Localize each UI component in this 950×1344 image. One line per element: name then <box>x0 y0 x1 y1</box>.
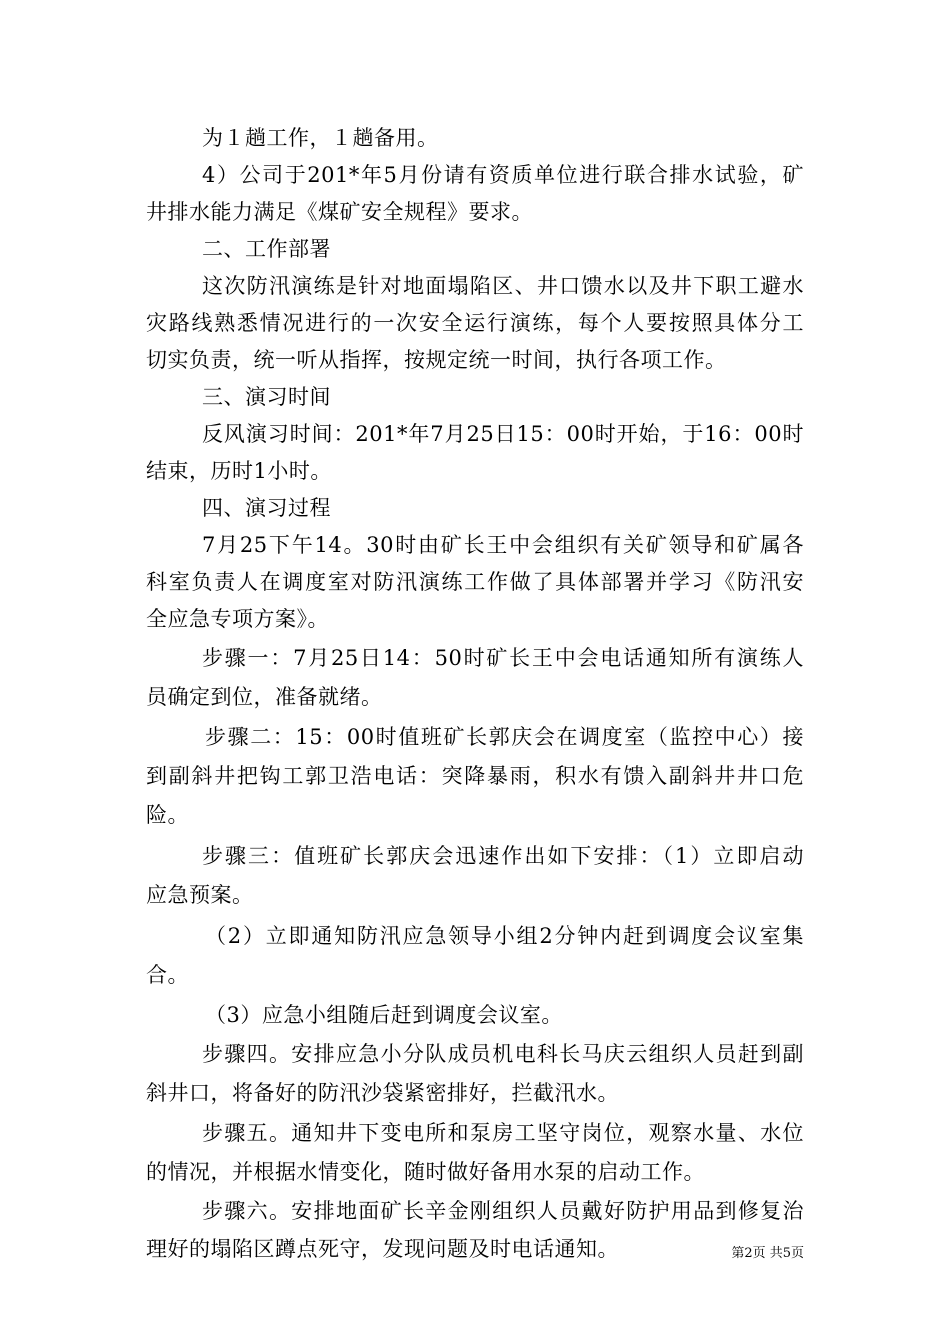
section-heading: 二、工作部署 <box>202 237 331 261</box>
text-line: 员确定到位，准备就绪。 <box>146 685 383 709</box>
text-line: 反风演习时间：201*年7月25日15：00时开始，于16：00时 <box>202 422 804 446</box>
text-line: 斜井口，将备好的防汛沙袋紧密排好，拦截汛水。 <box>146 1081 619 1105</box>
text-line: 步骤三：值班矿长郭庆会迅速作出如下安排：（1）立即启动 <box>202 844 804 868</box>
text-line: 井排水能力满足《煤矿安全规程》要求。 <box>146 200 533 224</box>
text-line: 步骤六。安排地面矿长辛金刚组织人员戴好防护用品到修复治 <box>202 1199 804 1223</box>
text-line: 切实负责，统一听从指挥，按规定统一时间，执行各项工作。 <box>146 348 727 372</box>
text-line: 的情况，并根据水情变化，随时做好备用水泵的启动工作。 <box>146 1160 705 1184</box>
text-line: 步骤五。通知井下变电所和泵房工坚守岗位，观察水量、水位 <box>202 1121 804 1145</box>
text-line: 步骤四。安排应急小分队成员机电科长马庆云组织人员赶到副 <box>202 1042 804 1066</box>
text-line: 7月25下午14。30时由矿长王中会组织有关矿领导和矿属各 <box>202 533 804 557</box>
text-line: 步骤一：7月25日14：50时矿长王中会电话通知所有演练人 <box>202 646 804 670</box>
text-line: 理好的塌陷区蹲点死守，发现问题及时电话通知。 <box>146 1237 619 1261</box>
text-line: 应急预案。 <box>146 883 254 907</box>
text-line: 这次防汛演练是针对地面塌陷区、井口馈水以及井下职工避水 <box>202 274 804 298</box>
text-line: 4）公司于201*年5月份请有资质单位进行联合排水试验，矿 <box>202 163 804 187</box>
text-line: 全应急专项方案》。 <box>146 607 329 631</box>
text-line: （3）应急小组随后赶到调度会议室。 <box>205 1003 563 1027</box>
section-heading: 三、演习时间 <box>202 385 331 409</box>
text-line: 为１趟工作，１趟备用。 <box>202 126 439 150</box>
text-line: 合。 <box>146 963 189 987</box>
text-line: 科室负责人在调度室对防汛演练工作做了具体部署并学习《防汛安 <box>146 570 804 594</box>
text-line: 步骤二：15：00时值班矿长郭庆会在调度室（监控中心）接 <box>205 725 804 749</box>
text-line: 险。 <box>146 803 189 827</box>
page-number: 第2页 共5页 <box>731 1246 804 1261</box>
section-heading: 四、演习过程 <box>202 496 331 520</box>
text-line: 到副斜井把钩工郭卫浩电话：突降暴雨，积水有馈入副斜井井口危 <box>146 764 804 788</box>
text-line: 灾路线熟悉情况进行的一次安全运行演练，每个人要按照具体分工 <box>146 311 804 335</box>
text-line: （2）立即通知防汛应急领导小组2分钟内赶到调度会议室集 <box>205 924 804 948</box>
text-line: 结束，历时1小时。 <box>146 459 332 483</box>
